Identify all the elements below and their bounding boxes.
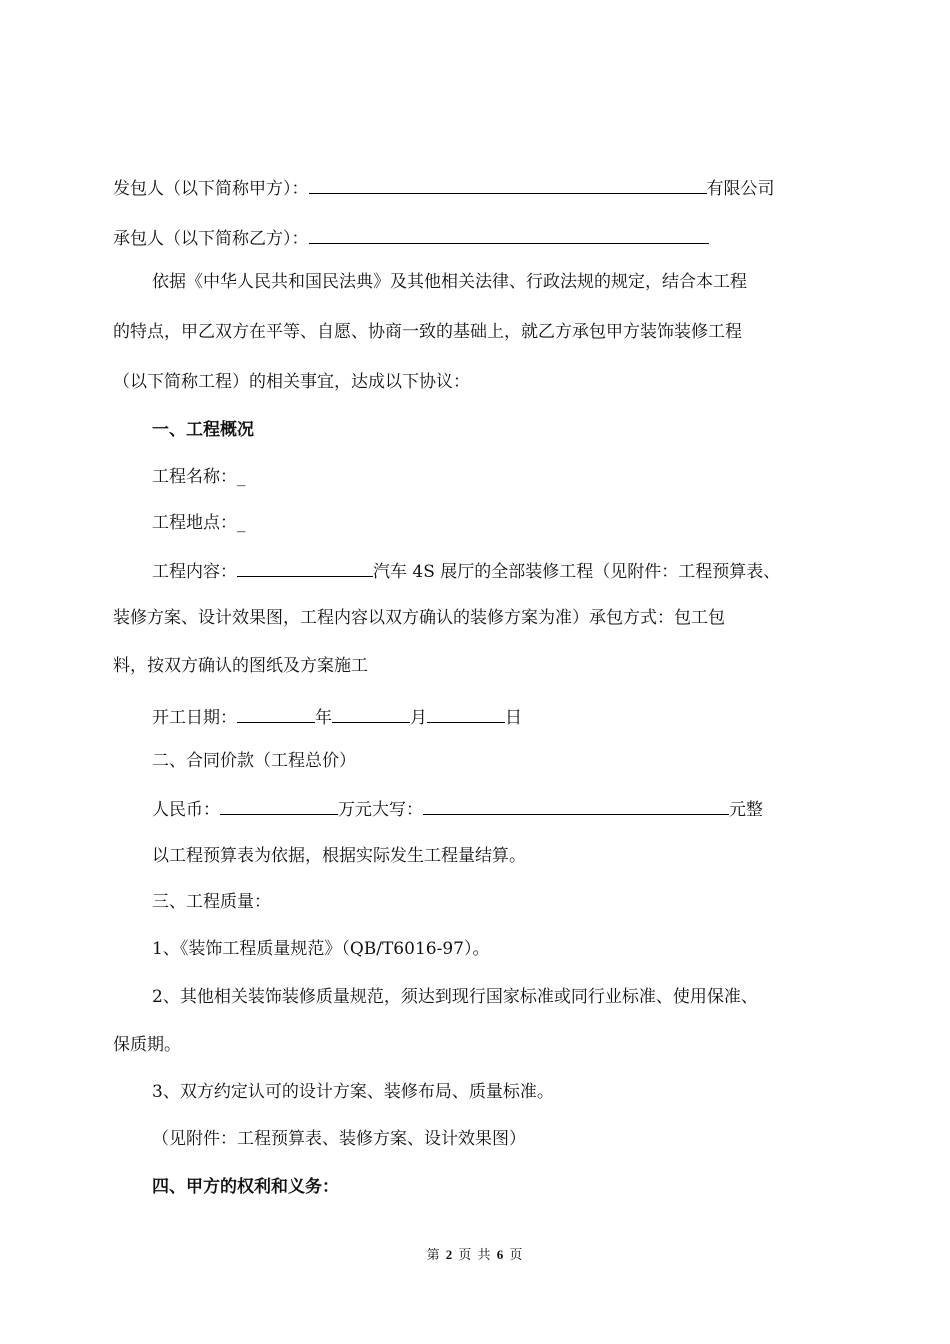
rmb-amount-blank[interactable]	[220, 797, 338, 815]
day-label: 日	[505, 708, 522, 728]
preamble-line-2: 的特点，甲乙双方在平等、自愿、协商一致的基础上，就乙方承包甲方装饰装修工程	[113, 322, 742, 342]
employer-line	[113, 176, 843, 200]
project-content-blank[interactable]	[237, 559, 373, 577]
quality-item-2-line-2: 保质期。	[113, 1035, 181, 1055]
yuan-label: 元整	[729, 800, 763, 820]
contractor-label: 承包人（以下简称乙方）：	[113, 229, 309, 249]
price-line	[152, 797, 882, 821]
project-content-line-2: 装修方案、设计效果图，工程内容以双方确认的装修方案为准）承包方式：包工包	[113, 608, 725, 628]
quality-item-2-line-1: 2、其他相关装饰装修质量规范，须达到现行国家标准或同行业标准、使用保准、	[152, 987, 758, 1007]
section1-heading: 一、工程概况	[152, 420, 254, 440]
section2-heading: 二、合同价款（工程总价）	[152, 751, 356, 771]
year-blank[interactable]	[237, 705, 315, 723]
footer-prefix: 第	[426, 1248, 441, 1263]
quality-item-3: 3、双方约定认可的设计方案、装修布局、质量标准。	[152, 1082, 554, 1102]
footer-middle: 页 共	[458, 1248, 492, 1263]
page-footer	[0, 1246, 950, 1265]
contractor-name-blank[interactable]	[309, 226, 709, 244]
start-date-label: 开工日期：	[152, 708, 237, 728]
project-content-label: 工程内容：	[152, 562, 237, 582]
footer-suffix: 页	[509, 1248, 524, 1263]
section4-heading: 四、甲方的权利和义务：	[152, 1177, 339, 1197]
price-basis: 以工程预算表为依据，根据实际发生工程量结算。	[152, 846, 526, 866]
day-blank[interactable]	[427, 705, 505, 723]
project-name-line: 工程名称：_	[152, 467, 246, 487]
footer-page-number: 2	[445, 1247, 454, 1262]
contractor-line	[113, 226, 843, 250]
project-site-line: 工程地点：_	[152, 513, 246, 533]
wan-label: 万元大写：	[338, 800, 423, 820]
preamble-line-1: 依据《中华人民共和国民法典》及其他相关法律、行政法规的规定，结合本工程	[152, 272, 747, 292]
project-content-line-3: 料，按双方确认的图纸及方案施工	[113, 656, 368, 676]
project-content-text: 汽车 4S 展厅的全部装修工程（见附件：工程预算表、	[373, 562, 781, 582]
month-blank[interactable]	[332, 705, 410, 723]
rmb-label: 人民币：	[152, 800, 220, 820]
employer-suffix: 有限公司	[706, 179, 775, 199]
month-label: 月	[410, 708, 427, 728]
employer-name-blank[interactable]	[309, 176, 707, 194]
employer-label: 发包人（以下简称甲方）：	[113, 179, 309, 199]
footer-total-pages: 6	[496, 1247, 505, 1262]
quality-attachment: （见附件：工程预算表、装修方案、设计效果图）	[152, 1129, 526, 1149]
project-content-line-1	[152, 559, 882, 583]
amount-in-words-blank[interactable]	[423, 797, 729, 815]
year-label: 年	[315, 708, 332, 728]
quality-item-1: 1、《装饰工程质量规范》（QB/T6016-97）。	[152, 939, 490, 959]
preamble-line-3: （以下简称工程）的相关事宜，达成以下协议：	[113, 372, 470, 392]
start-date-line	[152, 705, 882, 729]
section3-heading: 三、工程质量：	[152, 892, 271, 912]
